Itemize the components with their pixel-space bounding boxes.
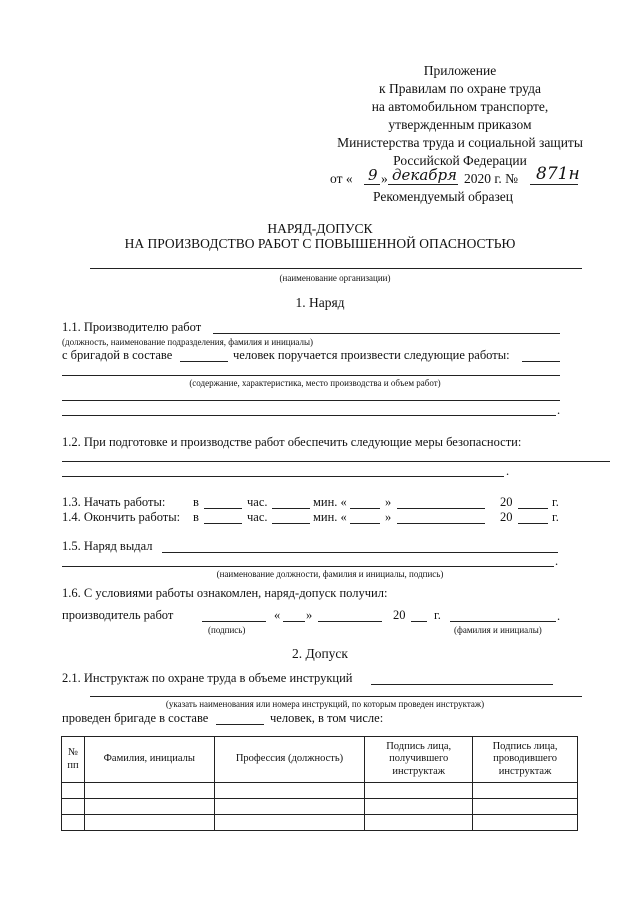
brigade-briefed-suffix: человек, в том числе: bbox=[270, 711, 384, 725]
appendix-line: Приложение bbox=[423, 63, 497, 78]
table-row bbox=[62, 799, 578, 815]
briefing-table bbox=[61, 736, 578, 831]
p1-2-safety-measures: 1.2. При подготовке и производстве работ обеспечить следующие меры безопасности: bbox=[62, 435, 522, 449]
document-subtitle: НА ПРОИЗВОДСТВО РАБОТ С ПОВЫШЕННОЙ ОПАСНОСТЬЮ bbox=[124, 236, 516, 251]
p1-5-caption: (наименование должности, фамилия и инициалы, подпись) bbox=[216, 569, 444, 579]
brigade-briefed-prefix: проведен бригаде в составе bbox=[62, 711, 209, 725]
table-row bbox=[62, 783, 578, 799]
document-title: НАРЯД-ДОПУСК bbox=[267, 221, 373, 236]
approved-line: утвержденным приказом bbox=[388, 117, 532, 132]
p1-3-label: 1.3. Начать работы: bbox=[62, 495, 166, 509]
federation-line: Российской Федерации bbox=[393, 153, 527, 168]
briefed-count-field bbox=[216, 724, 264, 725]
col-sig-received-header: Подпись лица, получившего инструктаж bbox=[365, 737, 473, 783]
org-caption: (наименование организации) bbox=[279, 273, 391, 283]
col-profession-header: Профессия (должность) bbox=[214, 737, 365, 783]
date-day-handwritten: 9 bbox=[368, 166, 378, 184]
date-prefix: от « bbox=[330, 171, 353, 186]
works-field bbox=[62, 375, 560, 376]
date-year: 2020 г. № bbox=[464, 171, 519, 186]
org-name-line bbox=[90, 268, 582, 269]
producer-name-field bbox=[450, 621, 556, 622]
p1-4-label: 1.4. Окончить работы: bbox=[62, 510, 181, 524]
rules-line: к Правилам по охране труда bbox=[379, 81, 541, 96]
brigade-suffix: человек поручается произвести следующие работы: bbox=[233, 348, 510, 362]
safety-field bbox=[62, 461, 610, 462]
producer-field bbox=[213, 333, 560, 334]
p1-5-label: 1.5. Наряд выдал bbox=[62, 539, 153, 553]
recommended-sample-note: Рекомендуемый образец bbox=[373, 189, 514, 204]
section1-heading: 1. Наряд bbox=[295, 295, 345, 310]
signature-caption: (подпись) bbox=[208, 625, 246, 635]
table-row bbox=[62, 815, 578, 831]
p1-1-caption: (должность, наименование подразделения, фамилия и инициалы) bbox=[62, 337, 314, 347]
brigade-prefix: с бригадой в составе bbox=[62, 348, 173, 362]
issuer-field bbox=[162, 552, 558, 553]
col-num-header: № пп bbox=[62, 737, 85, 783]
section2-heading: 2. Допуск bbox=[292, 646, 348, 661]
works-caption: (содержание, характеристика, место производства и объем работ) bbox=[189, 378, 441, 388]
p2-1-label: 2.1. Инструктаж по охране труда в объеме инструкций bbox=[62, 671, 353, 685]
col-sig-conducted-header: Подпись лица, проводившего инструктаж bbox=[473, 737, 578, 783]
instructions-field bbox=[371, 684, 553, 685]
p1-1-label: 1.1. Производителю работ bbox=[62, 320, 202, 334]
producer-label: производитель работ bbox=[62, 608, 174, 622]
col-name-header: Фамилия, инициалы bbox=[84, 737, 214, 783]
producer-signature-field bbox=[202, 621, 266, 622]
transport-line: на автомобильном транспорте, bbox=[371, 99, 549, 114]
order-number-handwritten: 871н bbox=[536, 164, 580, 184]
ministry-line: Министерства труда и социальной защиты bbox=[337, 135, 583, 150]
name-caption: (фамилия и инициалы) bbox=[454, 625, 542, 635]
p1-6-label: 1.6. С условиями работы ознакомлен, наряд-допуск получил: bbox=[62, 586, 388, 600]
brigade-count-field bbox=[180, 361, 228, 362]
date-close-quote: » bbox=[381, 171, 388, 186]
instructions-caption: (указать наименования или номера инструкций, по которым проведен инструктаж) bbox=[165, 699, 485, 709]
table-header-row bbox=[62, 737, 578, 783]
date-month-handwritten: декабря bbox=[392, 166, 457, 184]
